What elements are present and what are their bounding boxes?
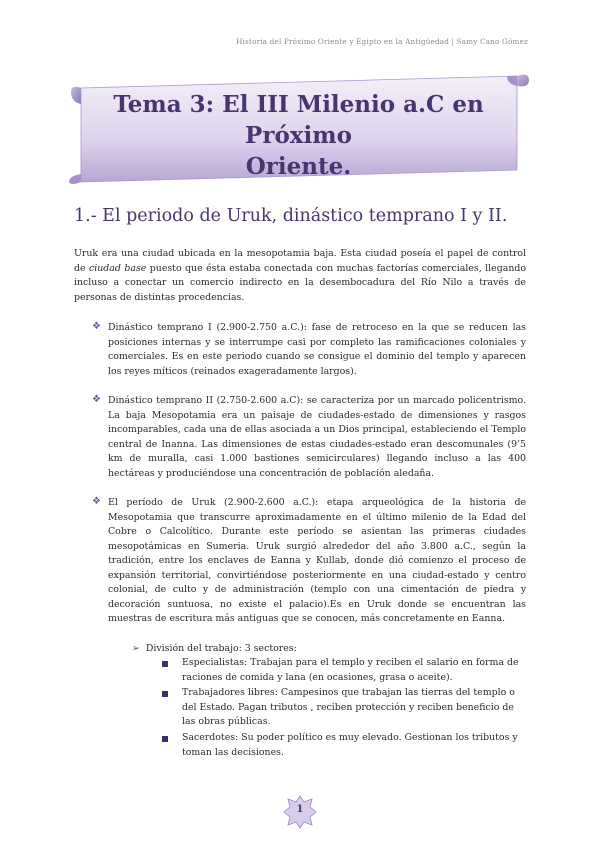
arrow-bullet-icon: ➢	[132, 643, 140, 654]
division-title: División del trabajo: 3 sectores:	[145, 643, 297, 654]
page-number: 1	[296, 804, 304, 815]
list-item-text: El período de Uruk (2.900-2.600 a.C.): etapa arqueológica de la historia de Mesopotamia que transcurre aproximadamente en el último milenio de la Edad del Cobre o Calcolítico. Durante este período se asientan las primeras ciudades mesopotámicas en Sumeria. Uruk surgió alrededor del año 3.800 a.C., según la tradición, entre los enclaves de Eanna y Kullab, donde dió comienzo el proceso de expansión territorial, convirtiéndose posteriormente en una ciudad-estado y centro colonial, de culto y de administración (templo con una cimentación de piedra y decoración suntuosa, no existe el palacio).Es en Uruk donde se encuentran las muestras de escritura más antiguas que se conocen, más concretamente en Eanna.	[108, 497, 526, 624]
square-bullet-icon	[162, 661, 168, 667]
diamond-bullet-icon: ❖	[92, 321, 101, 332]
sector-text: Sacerdotes: Su poder político es muy elevado. Gestionan los tributos y toman las decisiones.	[182, 732, 518, 758]
document-title	[67, 89, 530, 182]
list-item-dinastico-1	[92, 321, 526, 379]
sector-text: Trabajadores libres: Campesinos que trabajan las tierras del templo o del Estado. Pagan tributos , reciben protección y reciben beneficio de las obras públicas.	[182, 687, 515, 727]
intro-paragraph	[74, 247, 526, 305]
sector-item-sacerdotes	[162, 731, 526, 760]
section-heading: 1.- El periodo de Uruk, dinástico temprano I y II.	[74, 206, 508, 226]
diamond-bullet-icon: ❖	[92, 394, 101, 405]
sector-text: Especialistas: Trabajan para el templo y reciben el salario en forma de raciones de comida y lana (en ocasiones, grasa o aceite).	[182, 657, 519, 683]
title-line-1: Tema 3: El III Milenio a.C en Próximo	[113, 91, 484, 149]
division-heading	[132, 642, 297, 657]
list-item-dinastico-2	[92, 394, 526, 481]
square-bullet-icon	[162, 736, 168, 742]
sector-item-trabajadores	[162, 686, 526, 730]
intro-text-1: Uruk era una ciudad ubicada en la mesopotamia baja. Esta ciudad poseía el papel de control de	[74, 248, 526, 274]
list-item-text: Dinástico temprano I (2.900-2.750 a.C.): fase de retroceso en la que se reducen las posiciones internas y se interrumpe casi por completo las ramificaciones coloniales y comerciales. Es en este periodo cuando se consigue el dominio del templo y aparecen los reyes míticos (reinados exageradamente largos).	[108, 322, 526, 377]
intro-italic-term: ciudad base	[89, 262, 147, 274]
square-bullet-icon	[162, 691, 168, 697]
page-number-badge	[282, 794, 318, 830]
title-banner	[67, 74, 530, 184]
title-line-2: Oriente.	[245, 153, 352, 180]
intro-text-2: puesto que ésta estaba conectada con muchas factorías comerciales, llegando incluso a conectar un comercio indirecto en la desembocadura del Río Nilo a través de personas de distintas procedencias.	[74, 262, 527, 303]
sector-item-especialistas	[162, 656, 526, 685]
list-item-uruk	[92, 496, 526, 627]
diamond-bullet-icon: ❖	[92, 496, 101, 507]
running-header: Historia del Próximo Oriente y Egipto en la Antigüedad | Samy Cano Gómez	[236, 37, 528, 46]
list-item-text: Dinástico temprano II (2.750-2.600 a.C): se caracteriza por un marcado policentrismo. La baja Mesopotamia era un paisaje de ciudades-estado de dimensiones y rasgos incomparables, cada una de ellas asociada a un Dios principal, estableciendo el Templo central de Inanna. Las dimensiones de estas ciudades-estado eran descomunales (9’5 km de muralla, casi 1.000 bastiones semicirculares) llegando incluso a las 400 hectáreas y produciéndose una concentración de población aledaña.	[108, 395, 526, 479]
